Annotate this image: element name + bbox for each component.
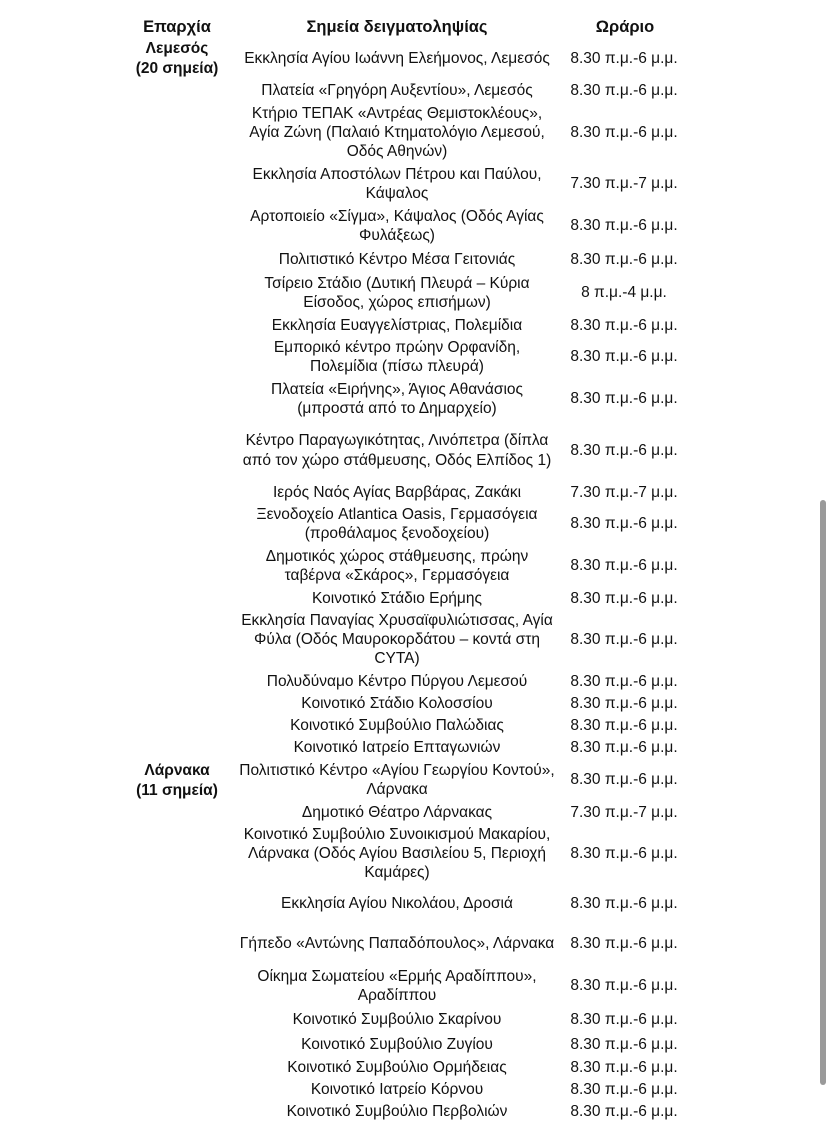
sampling-point: Δημοτικό Θέατρο Λάρνακας bbox=[301, 803, 493, 821]
hours: 8.30 π.μ.-6 μ.μ. bbox=[570, 123, 678, 141]
table-row bbox=[238, 315, 688, 336]
table-row bbox=[238, 482, 688, 503]
table-row bbox=[238, 1057, 688, 1078]
region-name: Λάρνακα bbox=[144, 762, 210, 779]
region-name: Λεμεσός bbox=[145, 40, 209, 57]
sampling-point: Πολιτιστικό Κέντρο «Αγίου Γεωργίου Κοντού», Λάρνακα bbox=[239, 761, 555, 798]
table-row bbox=[238, 103, 688, 162]
sampling-point: Εκκλησία Παναγίας Χρυσαϊφυλιώτισσας, Αγία Φύλα (Οδός Μαυροκορδάτου – κοντά στη CYTA) bbox=[241, 611, 553, 668]
sampling-point: Κοινοτικό Συμβούλιο Περβολιών bbox=[286, 1102, 508, 1120]
sampling-point: Εκκλησία Αποστόλων Πέτρου και Παύλου, Κάψαλος bbox=[252, 165, 542, 202]
hours: 7.30 π.μ.-7 μ.μ. bbox=[570, 175, 678, 193]
sampling-point: Ξενοδοχείο Atlantica Oasis, Γερμασόγεια (προθάλαμος ξενοδοχείου) bbox=[256, 505, 538, 542]
table-row bbox=[238, 1101, 688, 1122]
hours: 8.30 π.μ.-6 μ.μ. bbox=[570, 1035, 678, 1053]
hours: 8.30 π.μ.-6 μ.μ. bbox=[570, 515, 678, 533]
hours: 8.30 π.μ.-6 μ.μ. bbox=[570, 630, 678, 648]
sampling-point: Πολυδύναμο Κέντρο Πύργου Λεμεσού bbox=[266, 672, 528, 690]
table-row bbox=[238, 379, 688, 419]
sampling-point: Πλατεία «Γρηγόρη Αυξεντίου», Λεμεσός bbox=[261, 81, 533, 99]
table-row bbox=[238, 164, 688, 204]
sampling-point: Πολιτιστικό Κέντρο Μέσα Γειτονιάς bbox=[278, 250, 516, 268]
scrollbar[interactable] bbox=[820, 500, 826, 1085]
sampling-point: Γήπεδο «Αντώνης Παπαδόπουλος», Λάρνακα bbox=[239, 935, 555, 953]
table-row bbox=[238, 760, 688, 800]
region-count: (20 σημεία) bbox=[135, 60, 219, 77]
table-row bbox=[238, 1034, 688, 1055]
table-row bbox=[238, 802, 688, 823]
table-row bbox=[238, 80, 688, 101]
hours: 8.30 π.μ.-6 μ.μ. bbox=[570, 217, 678, 235]
region-count: (11 σημεία) bbox=[136, 782, 218, 799]
table-row bbox=[238, 39, 688, 79]
hours: 8.30 π.μ.-6 μ.μ. bbox=[570, 348, 678, 366]
table-row bbox=[238, 273, 688, 313]
table-row bbox=[238, 715, 688, 736]
sampling-point: Κοινοτικό Συμβούλιο Συνοικισμού Μακαρίου, Λάρνακα (Οδός Αγίου Βασιλείου 5, Περιοχή Καμάρες) bbox=[243, 825, 551, 882]
hours: 8.30 π.μ.-6 μ.μ. bbox=[570, 390, 678, 408]
sampling-point: Κοινοτικό Ιατρείο Επταγωνιών bbox=[293, 738, 501, 756]
sampling-point: Ιερός Ναός Αγίας Βαρβάρας, Ζακάκι bbox=[272, 483, 522, 501]
table-row bbox=[238, 504, 688, 544]
sampling-point: Τσίρειο Στάδιο (Δυτική Πλευρά – Κύρια Είσοδος, χώρος επισήμων) bbox=[264, 274, 530, 311]
sampling-point: Κοινοτικό Συμβούλιο Ορμήδειας bbox=[287, 1058, 507, 1076]
hours: 8.30 π.μ.-6 μ.μ. bbox=[570, 1058, 678, 1076]
sampling-point: Κοινοτικό Συμβούλιο Παλώδιας bbox=[290, 716, 504, 734]
table-row bbox=[238, 206, 688, 246]
table-row bbox=[238, 588, 688, 609]
sampling-point: Δημοτικός χώρος στάθμευσης, πρώην ταβέρνα «Σκάρος», Γερμασόγεια bbox=[265, 547, 529, 584]
hours: 8.30 π.μ.-6 μ.μ. bbox=[570, 935, 678, 953]
hours: 8 π.μ.-4 μ.μ. bbox=[581, 284, 667, 302]
hours: 8.30 π.μ.-6 μ.μ. bbox=[570, 1080, 678, 1098]
sampling-point: Κοινοτικό Συμβούλιο Σκαρίνου bbox=[292, 1010, 502, 1028]
hours: 8.30 π.μ.-6 μ.μ. bbox=[570, 672, 678, 690]
sampling-point: Οίκημα Σωματείου «Ερμής Αραδίππου», Αραδίππου bbox=[257, 967, 537, 1004]
hours: 8.30 π.μ.-6 μ.μ. bbox=[570, 1010, 678, 1028]
header-sampling-points: Σημεία δειγματοληψίας bbox=[306, 18, 488, 36]
hours: 8.30 π.μ.-6 μ.μ. bbox=[570, 694, 678, 712]
table-row bbox=[238, 610, 688, 669]
hours: 8.30 π.μ.-6 μ.μ. bbox=[570, 81, 678, 99]
hours: 8.30 π.μ.-6 μ.μ. bbox=[570, 1102, 678, 1120]
sampling-point: Αρτοποιείο «Σίγμα», Κάψαλος (Οδός Αγίας Φυλάξεως) bbox=[250, 207, 544, 244]
sampling-point: Κοινοτικό Ιατρείο Κόρνου bbox=[310, 1080, 484, 1098]
hours: 8.30 π.μ.-6 μ.μ. bbox=[570, 250, 678, 268]
hours: 8.30 π.μ.-6 μ.μ. bbox=[570, 441, 678, 459]
sampling-point: Κοινοτικό Στάδιο Κολοσσίου bbox=[301, 694, 493, 712]
table-row bbox=[238, 737, 688, 758]
sampling-point: Εκκλησία Ευαγγελίστριας, Πολεμίδια bbox=[271, 316, 523, 334]
sampling-point: Κτήριο ΤΕΠΑΚ «Αντρέας Θεμιστοκλέους», Αγία Ζώνη (Παλαιό Κτηματολόγιο Λεμεσού, Οδός Αθηνών) bbox=[249, 104, 545, 161]
hours: 8.30 π.μ.-6 μ.μ. bbox=[570, 716, 678, 734]
table-row bbox=[238, 1009, 688, 1030]
region-limassol bbox=[118, 39, 236, 79]
hours: 8.30 π.μ.-6 μ.μ. bbox=[570, 894, 678, 912]
hours: 8.30 π.μ.-6 μ.μ. bbox=[570, 738, 678, 756]
region-larnaca bbox=[118, 761, 236, 801]
hours: 8.30 π.μ.-6 μ.μ. bbox=[570, 50, 678, 68]
sampling-point: Εκκλησία Αγίου Νικολάου, Δροσιά bbox=[281, 894, 513, 912]
hours: 8.30 π.μ.-6 μ.μ. bbox=[570, 557, 678, 575]
table-row bbox=[238, 546, 688, 586]
header-hours: Ωράριο bbox=[595, 18, 655, 36]
table-row bbox=[238, 1079, 688, 1100]
hours: 8.30 π.μ.-6 μ.μ. bbox=[570, 977, 678, 995]
table-row bbox=[238, 249, 688, 270]
table-row bbox=[238, 337, 688, 377]
sampling-point: Εμπορικό κέντρο πρώην Ορφανίδη, Πολεμίδια (πίσω πλευρά) bbox=[273, 338, 521, 375]
table-row bbox=[238, 924, 688, 964]
table-row bbox=[238, 966, 688, 1006]
hours: 8.30 π.μ.-6 μ.μ. bbox=[570, 771, 678, 789]
hours: 8.30 π.μ.-6 μ.μ. bbox=[570, 589, 678, 607]
table-row bbox=[238, 893, 688, 914]
hours: 8.30 π.μ.-6 μ.μ. bbox=[570, 844, 678, 862]
table-row bbox=[238, 421, 688, 480]
hours: 8.30 π.μ.-6 μ.μ. bbox=[570, 316, 678, 334]
table-row bbox=[238, 824, 688, 883]
sampling-point: Κοινοτικό Στάδιο Ερήμης bbox=[312, 589, 482, 607]
sampling-point: Κοινοτικό Συμβούλιο Ζυγίου bbox=[301, 1035, 493, 1053]
hours: 7.30 π.μ.-7 μ.μ. bbox=[570, 803, 678, 821]
header-region: Επαρχία bbox=[143, 18, 211, 36]
sampling-point: Κέντρο Παραγωγικότητας, Λινόπετρα (δίπλα από τον χώρο στάθμευσης, Οδός Ελπίδος 1) bbox=[242, 432, 552, 469]
hours: 7.30 π.μ.-7 μ.μ. bbox=[570, 483, 678, 501]
sampling-point: Εκκλησία Αγίου Ιωάννη Ελεήμονος, Λεμεσός bbox=[244, 50, 550, 68]
sampling-point: Πλατεία «Ειρήνης», Άγιος Αθανάσιος (μπροστά από το Δημαρχείο) bbox=[270, 380, 523, 417]
table-row bbox=[238, 693, 688, 714]
table-row bbox=[238, 671, 688, 692]
